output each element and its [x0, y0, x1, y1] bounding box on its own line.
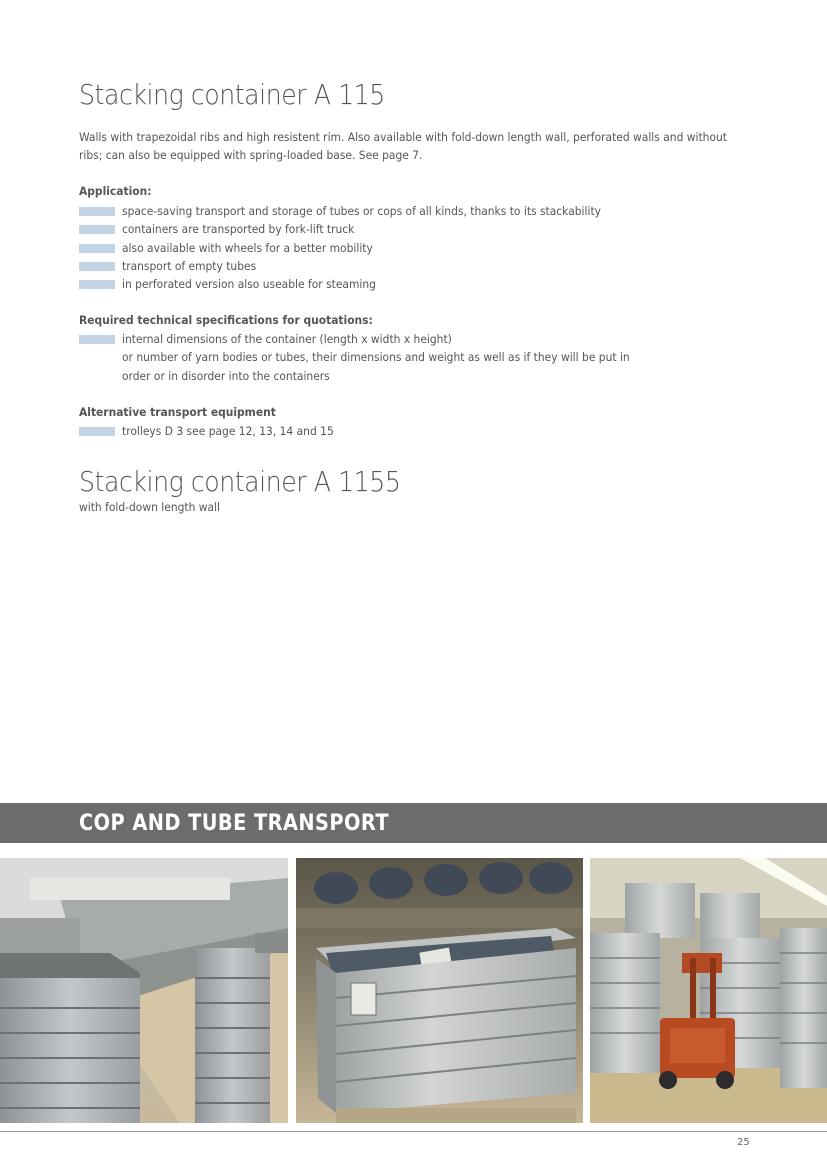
photo-warehouse-forklift	[590, 858, 827, 1123]
bullet-bar	[79, 244, 115, 253]
application-heading: Application:	[79, 184, 152, 198]
photo-factory-containers	[0, 858, 288, 1123]
page-title-a115: Stacking container A 115	[79, 78, 385, 111]
a1155-subtitle: with fold-down length wall	[79, 500, 221, 514]
bullet-bar	[79, 427, 115, 436]
banner-title: COP AND TUBE TRANSPORT	[79, 811, 390, 836]
bullet-bar	[79, 280, 115, 289]
bullet-bar	[79, 207, 115, 216]
footer-rule	[0, 1131, 827, 1132]
intro-paragraph: Walls with trapezoidal ribs and high resistent rim. Also available with fold-down length wall, perforated walls and without ribs; can also be equipped with spring-loaded base. See page 7.	[79, 130, 727, 162]
page-title-a1155: Stacking container A 1155	[79, 465, 401, 498]
page-number: 25	[737, 1137, 750, 1148]
section-banner	[0, 803, 827, 843]
alternative-heading: Alternative transport equipment	[79, 405, 276, 419]
bullet-bar	[79, 225, 115, 234]
bullet-bar	[79, 335, 115, 344]
photo-container-closeup	[296, 858, 583, 1123]
bullet-bar	[79, 262, 115, 271]
specs-heading: Required technical specifications for quotations:	[79, 313, 373, 327]
